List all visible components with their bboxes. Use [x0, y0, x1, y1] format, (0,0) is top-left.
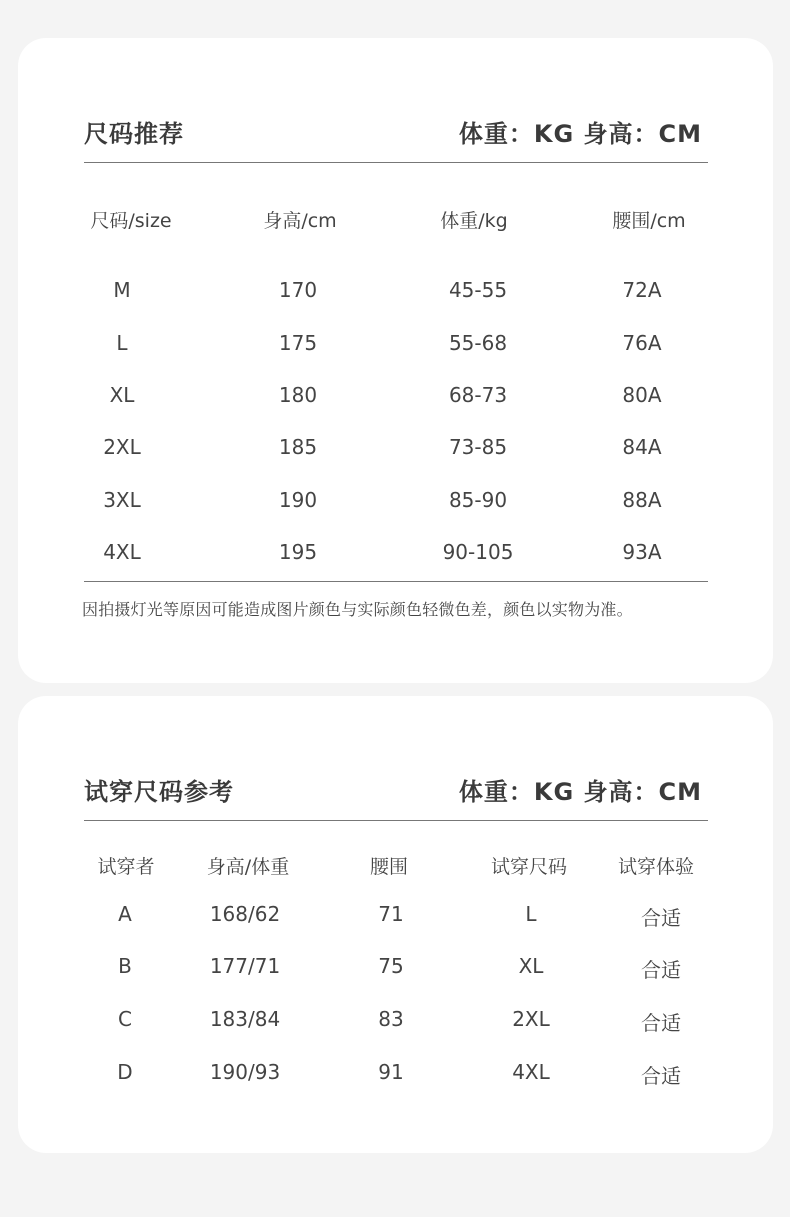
try-size-cell: 4XL [512, 1060, 550, 1084]
waist-cell: 71 [378, 902, 404, 926]
table-row [18, 488, 773, 518]
height-cell: 180 [278, 383, 318, 407]
size-recommendation-card [18, 38, 773, 683]
header-waist: 腰围/cm [612, 210, 686, 232]
tester-cell: B [118, 954, 132, 978]
table-row [18, 1060, 773, 1090]
try-size-cell: L [525, 902, 537, 926]
size-cell: 2XL [103, 435, 141, 459]
try-experience-cell: 合适 [641, 906, 681, 930]
size-cell: L [116, 331, 128, 355]
tester-cell: D [117, 1060, 133, 1084]
size-card-header [84, 114, 708, 163]
weight-cell: 85-90 [448, 488, 508, 512]
waist-cell: 83 [378, 1007, 404, 1031]
size-cell: 3XL [103, 488, 141, 512]
try-on-reference-card [18, 696, 773, 1153]
height-cell: 185 [278, 435, 318, 459]
size-card-units: 体重：KG 身高：CM [458, 120, 702, 148]
table-bottom-rule [84, 581, 708, 582]
header-weight: 体重/kg [440, 210, 508, 232]
waist-cell: 76A [622, 331, 662, 355]
try-experience-cell: 合适 [641, 1011, 681, 1035]
waist-cell: 88A [622, 488, 662, 512]
size-card-title: 尺码推荐 [84, 120, 184, 148]
header-try-experience: 试穿体验 [617, 856, 695, 878]
size-cell: M [113, 278, 131, 302]
try-card-header [84, 772, 708, 821]
weight-cell: 45-55 [448, 278, 508, 302]
table-row [18, 954, 773, 984]
try-size-cell: 2XL [512, 1007, 550, 1031]
try-card-units: 体重：KG 身高：CM [458, 778, 702, 806]
tester-cell: C [118, 1007, 132, 1031]
height-cell: 190 [278, 488, 318, 512]
try-experience-cell: 合适 [641, 958, 681, 982]
weight-cell: 73-85 [448, 435, 508, 459]
header-waist: 腰围 [369, 856, 409, 878]
waist-cell: 80A [622, 383, 662, 407]
waist-cell: 84A [622, 435, 662, 459]
weight-cell: 90-105 [442, 540, 514, 564]
weight-cell: 55-68 [448, 331, 508, 355]
height-cell: 195 [278, 540, 318, 564]
header-height-weight: 身高/体重 [206, 856, 290, 878]
waist-cell: 75 [378, 954, 404, 978]
color-disclaimer-note: 因拍摄灯光等原因可能造成图片颜色与实际颜色轻微色差，颜色以实物为准。 [82, 600, 633, 619]
table-row [18, 331, 773, 361]
table-row [18, 1007, 773, 1037]
height-cell: 170 [278, 278, 318, 302]
height-weight-cell: 190/93 [209, 1060, 281, 1084]
waist-cell: 93A [622, 540, 662, 564]
height-weight-cell: 168/62 [209, 902, 281, 926]
height-cell: 175 [278, 331, 318, 355]
try-experience-cell: 合适 [641, 1064, 681, 1088]
weight-cell: 68-73 [448, 383, 508, 407]
waist-cell: 72A [622, 278, 662, 302]
header-try-size: 试穿尺码 [490, 856, 568, 878]
size-table-header [18, 206, 773, 236]
header-tester: 试穿者 [97, 856, 155, 878]
header-height: 身高/cm [263, 210, 337, 232]
table-row [18, 435, 773, 465]
try-card-title: 试穿尺码参考 [84, 778, 234, 806]
try-size-cell: XL [518, 954, 544, 978]
try-table-header [18, 852, 773, 882]
height-weight-cell: 183/84 [209, 1007, 281, 1031]
table-row [18, 540, 773, 570]
size-cell: 4XL [103, 540, 141, 564]
tester-cell: A [118, 902, 132, 926]
size-cell: XL [109, 383, 135, 407]
table-row [18, 383, 773, 413]
height-weight-cell: 177/71 [209, 954, 281, 978]
table-row [18, 278, 773, 308]
table-row [18, 902, 773, 932]
waist-cell: 91 [378, 1060, 404, 1084]
header-size: 尺码/size [90, 210, 172, 232]
